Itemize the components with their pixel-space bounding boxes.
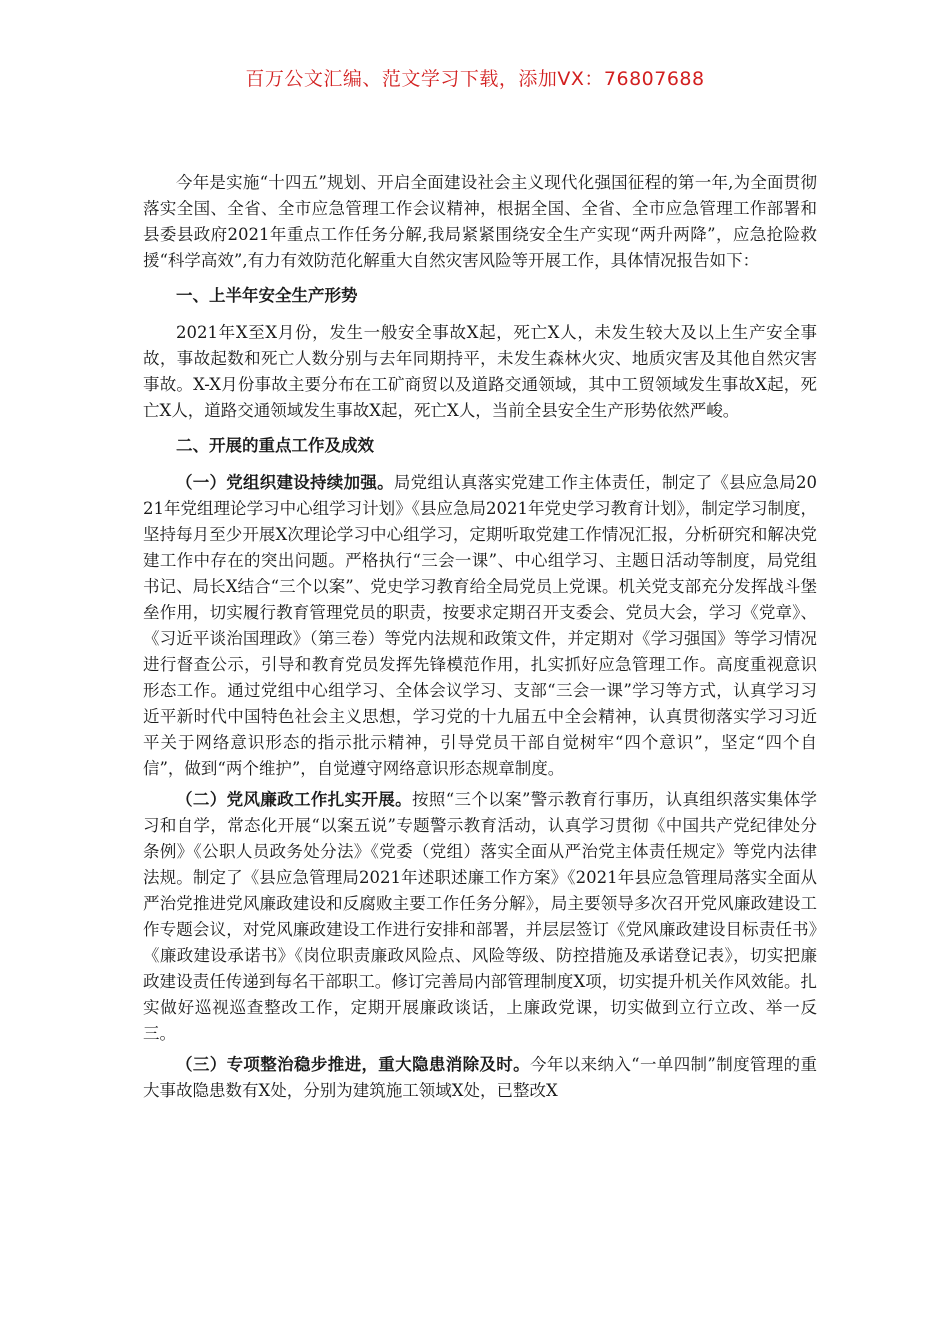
section-heading-key-work: 二、开展的重点工作及成效 xyxy=(176,436,374,455)
report-body xyxy=(143,170,817,1109)
party-building-lead: （一）党组织建设持续加强。 xyxy=(176,473,394,492)
special-rectification-lead: （三）专项整治稳步推进，重大隐患消除及时。 xyxy=(176,1055,531,1074)
section-heading-safety-situation: 一、上半年安全生产形势 xyxy=(176,286,358,305)
special-rectification-paragraph xyxy=(143,1052,817,1104)
safety-situation-paragraph: 2021年X至X月份，发生一般安全事故X起，死亡X人，未发生较大及以上生产安全事故，事故起数和死亡人数分别与去年同期持平，未发生森林火灾、地质灾害及其他自然灾害事故。X-X月份事故主要分布在工矿商贸以及道路交通领域，其中工贸领域发生事故X起，死亡X人，道路交通领域发生事故X起，死亡X人，当前全县安全生产形势依然严峻。 xyxy=(143,323,817,420)
special-rectification-text: 今年以来纳入“一单四制”制度管理的重大事故隐患数有X处，分别为建筑施工领域X处，已整改X xyxy=(143,1055,817,1100)
clean-governance-paragraph xyxy=(143,787,817,1047)
intro-paragraph: 今年是实施“十四五”规划、开启全面建设社会主义现代化强国征程的第一年,为全面贯彻落实全国、全省、全市应急管理工作会议精神，根据全国、全省、全市应急管理工作部署和县委县政府2021年重点工作任务分解,我局紧紧围绕安全生产实现“两升两降”，应急抢险救援“科学高效”,有力有效防范化解重大自然灾害风险等开展工作，具体情况报告如下： xyxy=(143,173,817,270)
clean-governance-lead: （二）党风廉政工作扎实开展。 xyxy=(176,790,413,809)
promo-banner: 百万公文汇编、范文学习下载，添加VX：76807688 xyxy=(245,68,705,90)
party-building-text: 局党组认真落实党建工作主体责任，制定了《县应急局2021年党组理论学习中心组学习计划》《县应急局2021年党史学习教育计划》，制定学习制度，坚持每月至少开展X次理论学习中心组学习，定期听取党建工作情况汇报，分析研究和解决党建工作中存在的突出问题。严格执行“三会一课”、中心组学习、主题日活动等制度，局党组书记、局长X结合“三个以案”、党史学习教育给全局党员上党课。机关党支部充分发挥战斗堡垒作用，切实履行教育管理党员的职责，按要求定期召开支委会、党员大会，学习《党章》、《习近平谈治国理政》（第三卷）等党内法规和政策文件，并定期对《学习强国》等学习情况进行督查公示，引导和教育党员发挥先锋模范作用，扎实抓好应急管理工作。高度重视意识形态工作。通过党组中心组学习、全体会议学习、支部“三会一课”学习等方式，认真学习习近平新时代中国特色社会主义思想，学习党的十九届五中全会精神，认真贯彻落实学习习近平关于网络意识形态的指示批示精神，引导党员干部自觉树牢“四个意识”，坚定“四个自信”，做到“两个维护”，自觉遵守网络意识形态规章制度。 xyxy=(143,473,818,778)
clean-governance-text: 按照“三个以案”警示教育行事历，认真组织落实集体学习和自学，常态化开展“以案五说”专题警示教育活动，认真学习贯彻《中国共产党纪律处分条例》《公职人员政务处分法》《党委（党组）落实全面从严治党主体责任规定》等党内法律法规。制定了《县应急管理局2021年述职述廉工作方案》《2021年县应急管理局落实全面从严治党推进党风廉政建设和反腐败主要工作任务分解》，局主要领导多次召开党风廉政建设工作专题会议，对党风廉政建设工作进行安排和部署，并层层签订《党风廉政建设目标责任书》《廉政建设承诺书》《岗位职责廉政风险点、风险等级、防控措施及承诺登记表》，切实把廉政建设责任传递到每名干部职工。修订完善局内部管理制度X项，切实提升机关作风效能。扎实做好巡视巡查整改工作，定期开展廉政谈话，上廉政党课，切实做到立行立改、举一反三。 xyxy=(143,790,818,1043)
party-building-paragraph xyxy=(143,470,817,782)
